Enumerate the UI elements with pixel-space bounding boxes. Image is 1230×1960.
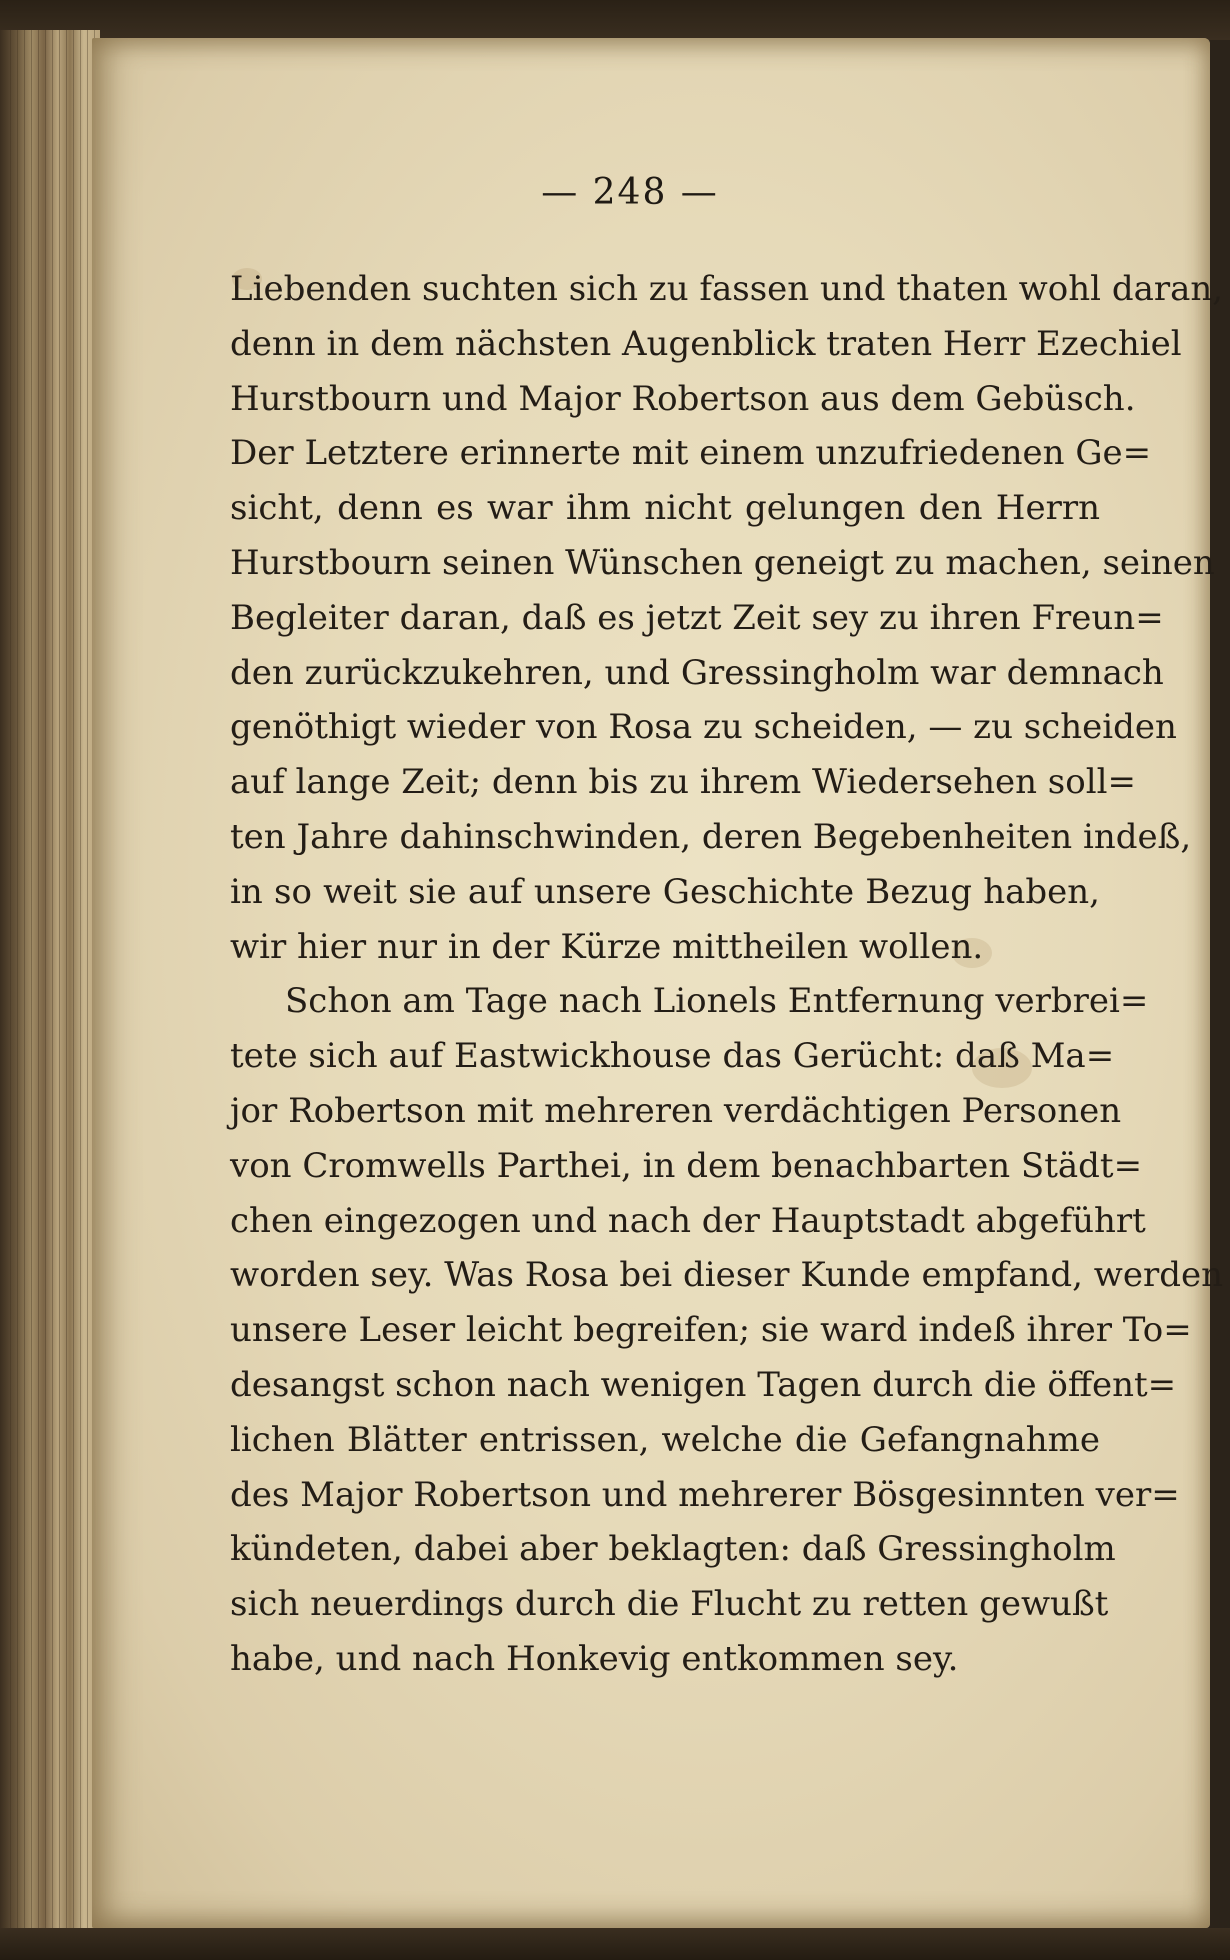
text-line: Hurstbourn seinen Wünschen geneigt zu machen, seinen bbox=[230, 542, 1215, 583]
text-line: Schon am Tage nach Lionels Entfernung verbrei= bbox=[285, 981, 1149, 1022]
text-line: auf lange Zeit; denn bis zu ihrem Wiedersehen soll= bbox=[230, 762, 1136, 803]
text-line: jor Robertson mit mehreren verdächtigen Personen bbox=[230, 1090, 1122, 1131]
text-line: von Cromwells Parthei, in dem benachbarten Städt= bbox=[230, 1145, 1143, 1186]
text-line: worden sey. Was Rosa bei dieser Kunde empfand, werden bbox=[230, 1255, 1224, 1296]
page-edge-lines bbox=[10, 30, 100, 1930]
text-line: ten Jahre dahinschwinden, deren Begebenheiten indeß, bbox=[230, 816, 1192, 857]
text-line: Begleiter daran, daß es jetzt Zeit sey zu ihren Freun= bbox=[230, 597, 1164, 638]
text-line: den zurückzukehren, und Gressingholm war demnach bbox=[230, 652, 1164, 693]
text-line: Der Letztere erinnerte mit einem unzufriedenen Ge= bbox=[230, 433, 1152, 474]
page-number: — 248 — bbox=[541, 172, 719, 213]
text-line: tete sich auf Eastwickhouse das Gerücht: daß Ma= bbox=[230, 1036, 1115, 1077]
text-line: wir hier nur in der Kürze mittheilen wollen. bbox=[230, 926, 984, 967]
text-line: chen eingezogen und nach der Hauptstadt abgeführt bbox=[230, 1200, 1146, 1241]
text-line: denn in dem nächsten Augenblick traten Herr Ezechiel bbox=[230, 323, 1182, 364]
text-line: unsere Leser leicht begreifen; sie ward indeß ihrer To= bbox=[230, 1310, 1192, 1351]
text-line: Hurstbourn und Major Robertson aus dem Gebüsch. bbox=[230, 378, 1136, 419]
scan-background-bottom bbox=[0, 1928, 1230, 1960]
text-line: genöthigt wieder von Rosa zu scheiden, — zu scheiden bbox=[230, 707, 1177, 748]
text-line: sich neuerdings durch die Flucht zu retten gewußt bbox=[230, 1584, 1109, 1625]
scan-background-top bbox=[0, 0, 1230, 40]
text-line: Liebenden suchten sich zu fassen und thaten wohl daran, bbox=[230, 269, 1224, 309]
text-line: kündeten, dabei aber beklagten: daß Gressingholm bbox=[230, 1529, 1116, 1570]
text-line: lichen Blätter entrissen, welche die Gefangnahme bbox=[230, 1419, 1100, 1460]
body-text bbox=[230, 262, 1224, 1687]
text-line: des Major Robertson und mehrerer Bösgesinnten ver= bbox=[230, 1474, 1180, 1515]
text-line: desangst schon nach wenigen Tagen durch die öffent= bbox=[230, 1364, 1177, 1405]
text-line: habe, und nach Honkevig entkommen sey. bbox=[230, 1638, 959, 1679]
text-line: sicht, denn es war ihm nicht gelungen den Herrn bbox=[230, 488, 1100, 529]
text-line: in so weit sie auf unsere Geschichte Bezug haben, bbox=[230, 871, 1100, 912]
